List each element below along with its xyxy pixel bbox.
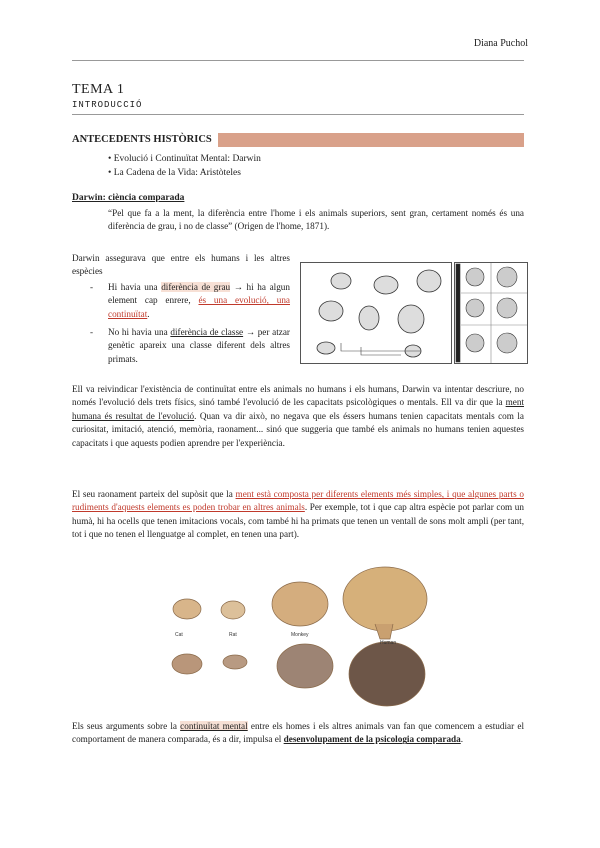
brain-label-human: Human xyxy=(380,640,397,646)
darwin-heading: Darwin: ciència comparada xyxy=(72,193,185,203)
brain-label-cat: Cat xyxy=(175,632,183,638)
expressions-sketch xyxy=(301,263,451,363)
darwin-intro: Darwin assegurava que entre els humans i les altres espècies xyxy=(72,253,290,277)
list-item-classe: No hi havia una diferència de classe → per atzar genètic apareix una classe diferent dels altres primats. xyxy=(108,327,290,364)
author-name: Diana Puchol xyxy=(473,38,528,49)
faces-grid-sketch xyxy=(455,263,527,363)
darwin-quote: “Pel que fa a la ment, la diferència entre l'home i els animals superiors, sent gran, certament només és una diferència de grau, i no de classe” (Origen de l'home, 1871). xyxy=(108,208,524,232)
section-bullets xyxy=(108,152,261,180)
bullet-item: • Evolució i Continuïtat Mental: Darwin xyxy=(108,152,261,166)
paragraph-continuity: Ell va reivindicar l'existència de continuïtat entre els animals no humans i els humans, Darwin va intentar descriure, no només l'evolució dels trets físics, sinó també l'evolució de les capacitats psicològiques o mentals. Ell va dir que la ment humana és resultat de l'evolució. Quan va dir això, no negava que els éssers humans tenien capacitats mentals com la curiositat, imitació, atenció, memòria, raonament... sinó que suggeria que també els animals no humans tenien aquestes capacitats i que aquests podien aprendre per l'experiència. xyxy=(72,384,525,448)
header-rule xyxy=(72,60,524,61)
paragraph-comparative: Els seus arguments sobre la continuïtat mental entre els homes i els altres animals van fan que comencem a estudiar el comportament de manera comparada, és a dir, impulsa el desenvolupament de la psicologia comparada. xyxy=(72,721,525,745)
section-title: ANTECEDENTS HISTÒRICS xyxy=(72,134,212,145)
darwin-faces-grid xyxy=(454,262,528,364)
darwin-expressions-figure xyxy=(300,262,452,364)
list-item-grau: Hi havia una diferència de grau → hi ha algun element cap enrere, és una evolució, una continuïtat. xyxy=(108,282,290,319)
brains-sketch xyxy=(165,564,437,709)
title-rule xyxy=(72,114,524,115)
brain-label-rat: Rat xyxy=(229,632,237,638)
section-highlight-bar xyxy=(218,133,524,147)
page-subtitle: INTRODUCCIÓ xyxy=(72,100,143,110)
brain-label-monkey: Monkey xyxy=(291,632,309,638)
page-title: TEMA 1 xyxy=(72,82,125,97)
bullet-item: • La Cadena de la Vida: Aristòteles xyxy=(108,166,261,180)
brain-comparison-figure xyxy=(165,564,437,709)
paragraph-mind-elements: El seu raonament parteix del supòsit que la ment està composta per diferents elements més simples, i que algunes parts o rudiments d'aquests elements es poden trobar en altres animals. Per exemple, tot i que cap altra espècie pot parlar com un humà, hi ha ocells que tenen imitacions vocals, com també hi ha primats que tenen un ventall de sons molt ampli (per tant, tot i que no tenen el llenguatge al complet, en tenen una part). xyxy=(72,489,524,540)
